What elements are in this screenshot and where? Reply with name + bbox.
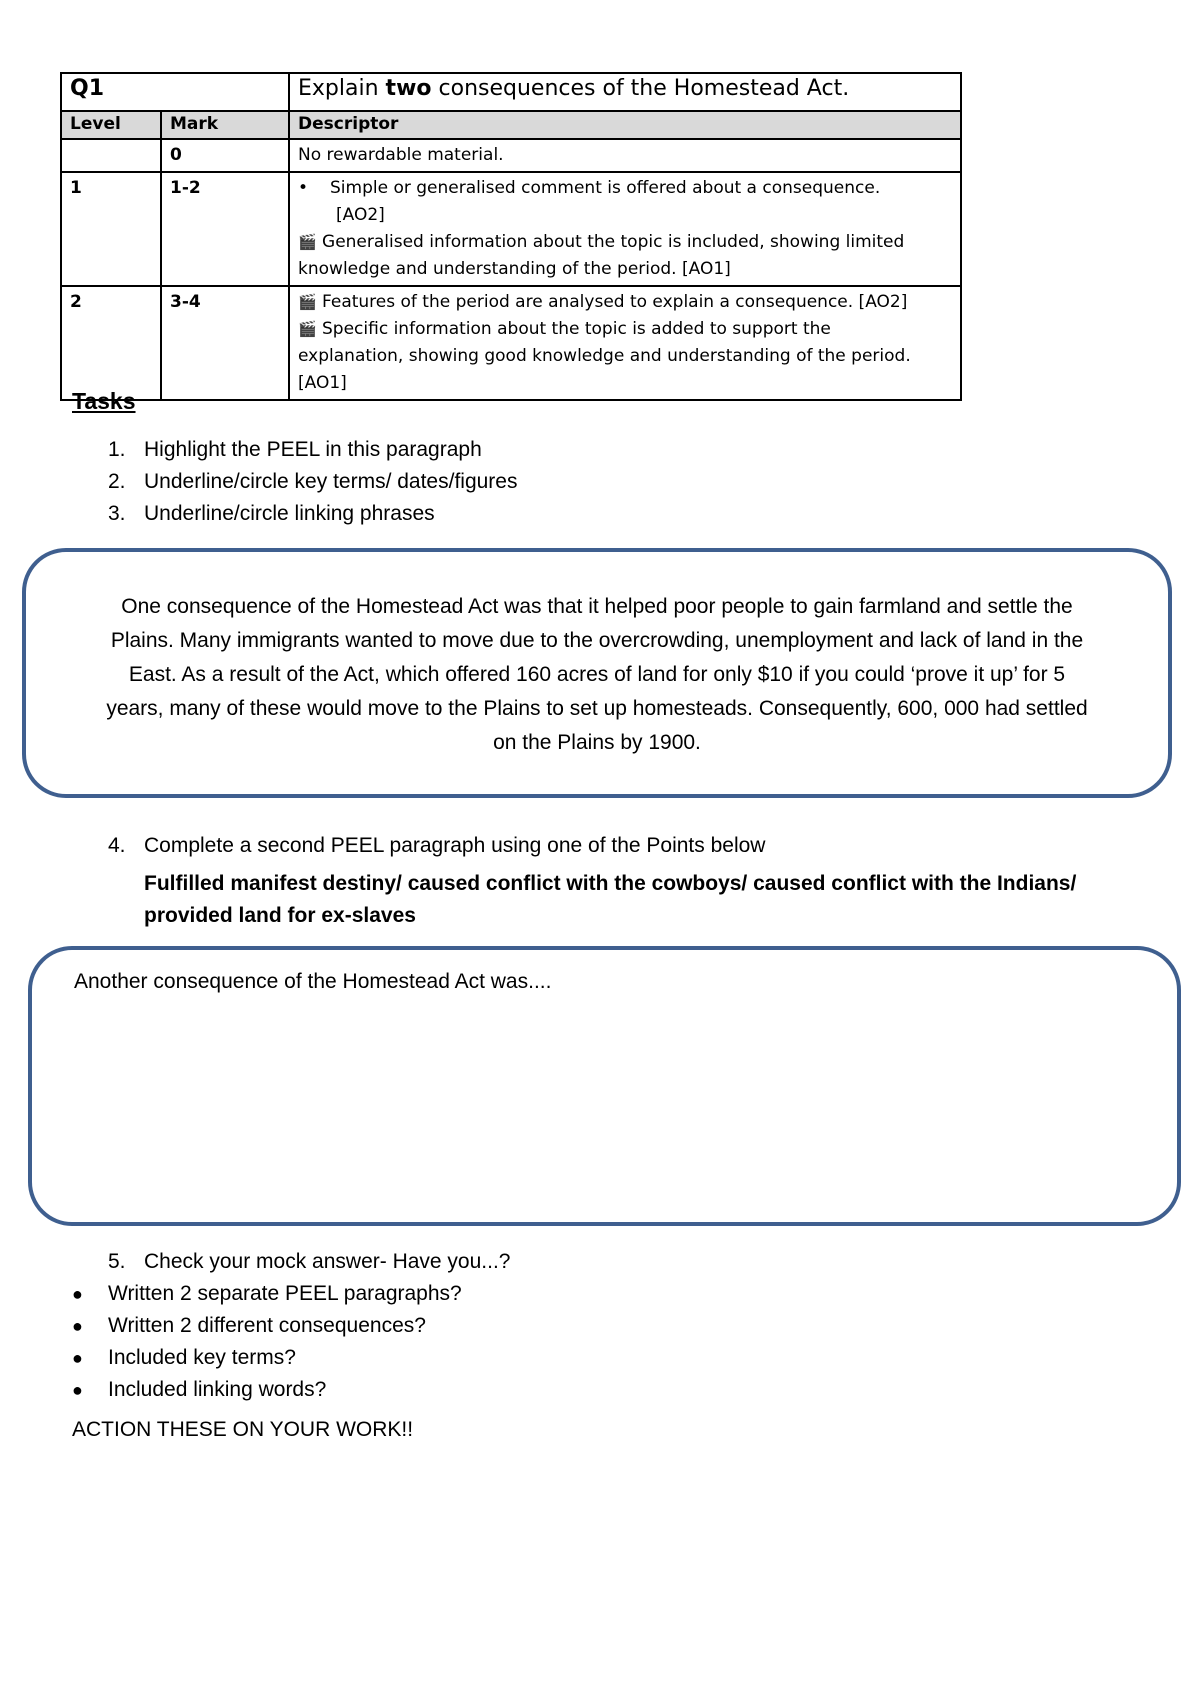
checklist-text: Included key terms? <box>108 1346 296 1369</box>
checklist-item <box>72 1314 426 1338</box>
row2-descriptor <box>289 286 961 400</box>
model-paragraph-line: on the Plains by 1900. <box>493 731 701 754</box>
checklist-text: Included linking words? <box>108 1378 327 1401</box>
row1-line4: knowledge and understanding of the period. [AO1] <box>298 259 731 279</box>
row0-mark: 0 <box>161 139 289 172</box>
question-prefix: Explain <box>298 76 386 101</box>
clapperboard-icon: 🎬 <box>298 233 317 251</box>
row1-mark: 1-2 <box>161 172 289 286</box>
checklist-item <box>72 1378 326 1402</box>
model-paragraph-line: years, many of these would move to the Plains to set up homesteads. Consequently, 600, 000 had settled <box>106 697 1088 720</box>
row0-descriptor: No rewardable material. <box>289 139 961 172</box>
checklist-text: Written 2 separate PEEL paragraphs? <box>108 1282 462 1305</box>
model-paragraph-line: East. As a result of the Act, which offered 160 acres of land for only $10 if you could ‘prove it up’ for 5 <box>128 663 1066 686</box>
action-instruction: ACTION THESE ON YOUR WORK!! <box>72 1418 414 1441</box>
row1-line3: Generalised information about the topic is included, showing limited <box>322 232 905 252</box>
checklist-text: Written 2 different consequences? <box>108 1314 426 1337</box>
task-number: 5. <box>108 1250 126 1273</box>
question-text <box>289 73 961 111</box>
bullet-icon: • <box>298 178 309 198</box>
task-text: Underline/circle linking phrases <box>144 502 435 525</box>
task-number: 4. <box>108 834 126 857</box>
bullet-icon: ● <box>72 1380 83 1400</box>
task-text: Check your mock answer- Have you...? <box>144 1250 511 1273</box>
bullet-icon: ● <box>72 1316 83 1336</box>
task-item <box>108 502 435 526</box>
row1-level: 1 <box>61 172 161 286</box>
question-suffix: consequences of the Homestead Act. <box>431 76 850 101</box>
row2-line4: [AO1] <box>298 373 347 393</box>
points-list <box>144 868 1104 932</box>
header-mark: Mark <box>161 111 289 139</box>
task-text: Underline/circle key terms/ dates/figures <box>144 470 518 493</box>
task-item <box>108 1250 510 1274</box>
row1-line2: [AO2] <box>336 205 385 225</box>
row2-line2: Specific information about the topic is added to support the <box>322 319 831 339</box>
task-number: 3. <box>108 502 126 525</box>
task-item <box>108 834 765 858</box>
model-paragraph-line: One consequence of the Homestead Act was that it helped poor people to gain farmland and settle the <box>121 595 1073 618</box>
row1-line1: Simple or generalised comment is offered about a consequence. <box>330 178 881 198</box>
mark-scheme-row-2 <box>61 286 961 400</box>
row0-level <box>61 139 161 172</box>
model-paragraph-box <box>22 548 1172 798</box>
question-id: Q1 <box>61 73 289 111</box>
row1-descriptor <box>289 172 961 286</box>
question-emphasis: two <box>385 76 432 101</box>
mark-scheme-row-1 <box>61 172 961 286</box>
task-text: Highlight the PEEL in this paragraph <box>144 438 482 461</box>
header-descriptor: Descriptor <box>289 111 961 139</box>
mark-scheme-question-row <box>61 73 961 111</box>
row2-line3: explanation, showing good knowledge and understanding of the period. <box>298 346 911 366</box>
bullet-icon: ● <box>72 1284 83 1304</box>
row2-mark: 3-4 <box>161 286 289 400</box>
points-line: provided land for ex-slaves <box>144 904 416 927</box>
task-number: 2. <box>108 470 126 493</box>
mark-scheme-table <box>60 72 962 401</box>
row2-line1: Features of the period are analysed to explain a consequence. [AO2] <box>322 292 908 312</box>
header-level: Level <box>61 111 161 139</box>
checklist-item <box>72 1282 462 1306</box>
clapperboard-icon: 🎬 <box>298 293 317 311</box>
model-paragraph-line: Plains. Many immigrants wanted to move due to the overcrowding, unemployment and lack of land in the <box>110 629 1084 652</box>
clapperboard-icon: 🎬 <box>298 320 317 338</box>
answer-starter: Another consequence of the Homestead Act was.... <box>74 970 552 993</box>
tasks-heading: Tasks <box>72 388 136 414</box>
checklist-item <box>72 1346 296 1370</box>
bullet-icon: ● <box>72 1348 83 1368</box>
task-number: 1. <box>108 438 126 461</box>
task-item <box>108 470 517 494</box>
row2-level: 2 <box>61 286 161 400</box>
mark-scheme-row-0 <box>61 139 961 172</box>
answer-box[interactable] <box>28 946 1181 1226</box>
task-text: Complete a second PEEL paragraph using one of the Points below <box>144 834 766 857</box>
points-line: Fulfilled manifest destiny/ caused conflict with the cowboys/ caused conflict with the Indians/ <box>144 872 1077 895</box>
mark-scheme-column-headers <box>61 111 961 139</box>
task-item <box>108 438 482 462</box>
